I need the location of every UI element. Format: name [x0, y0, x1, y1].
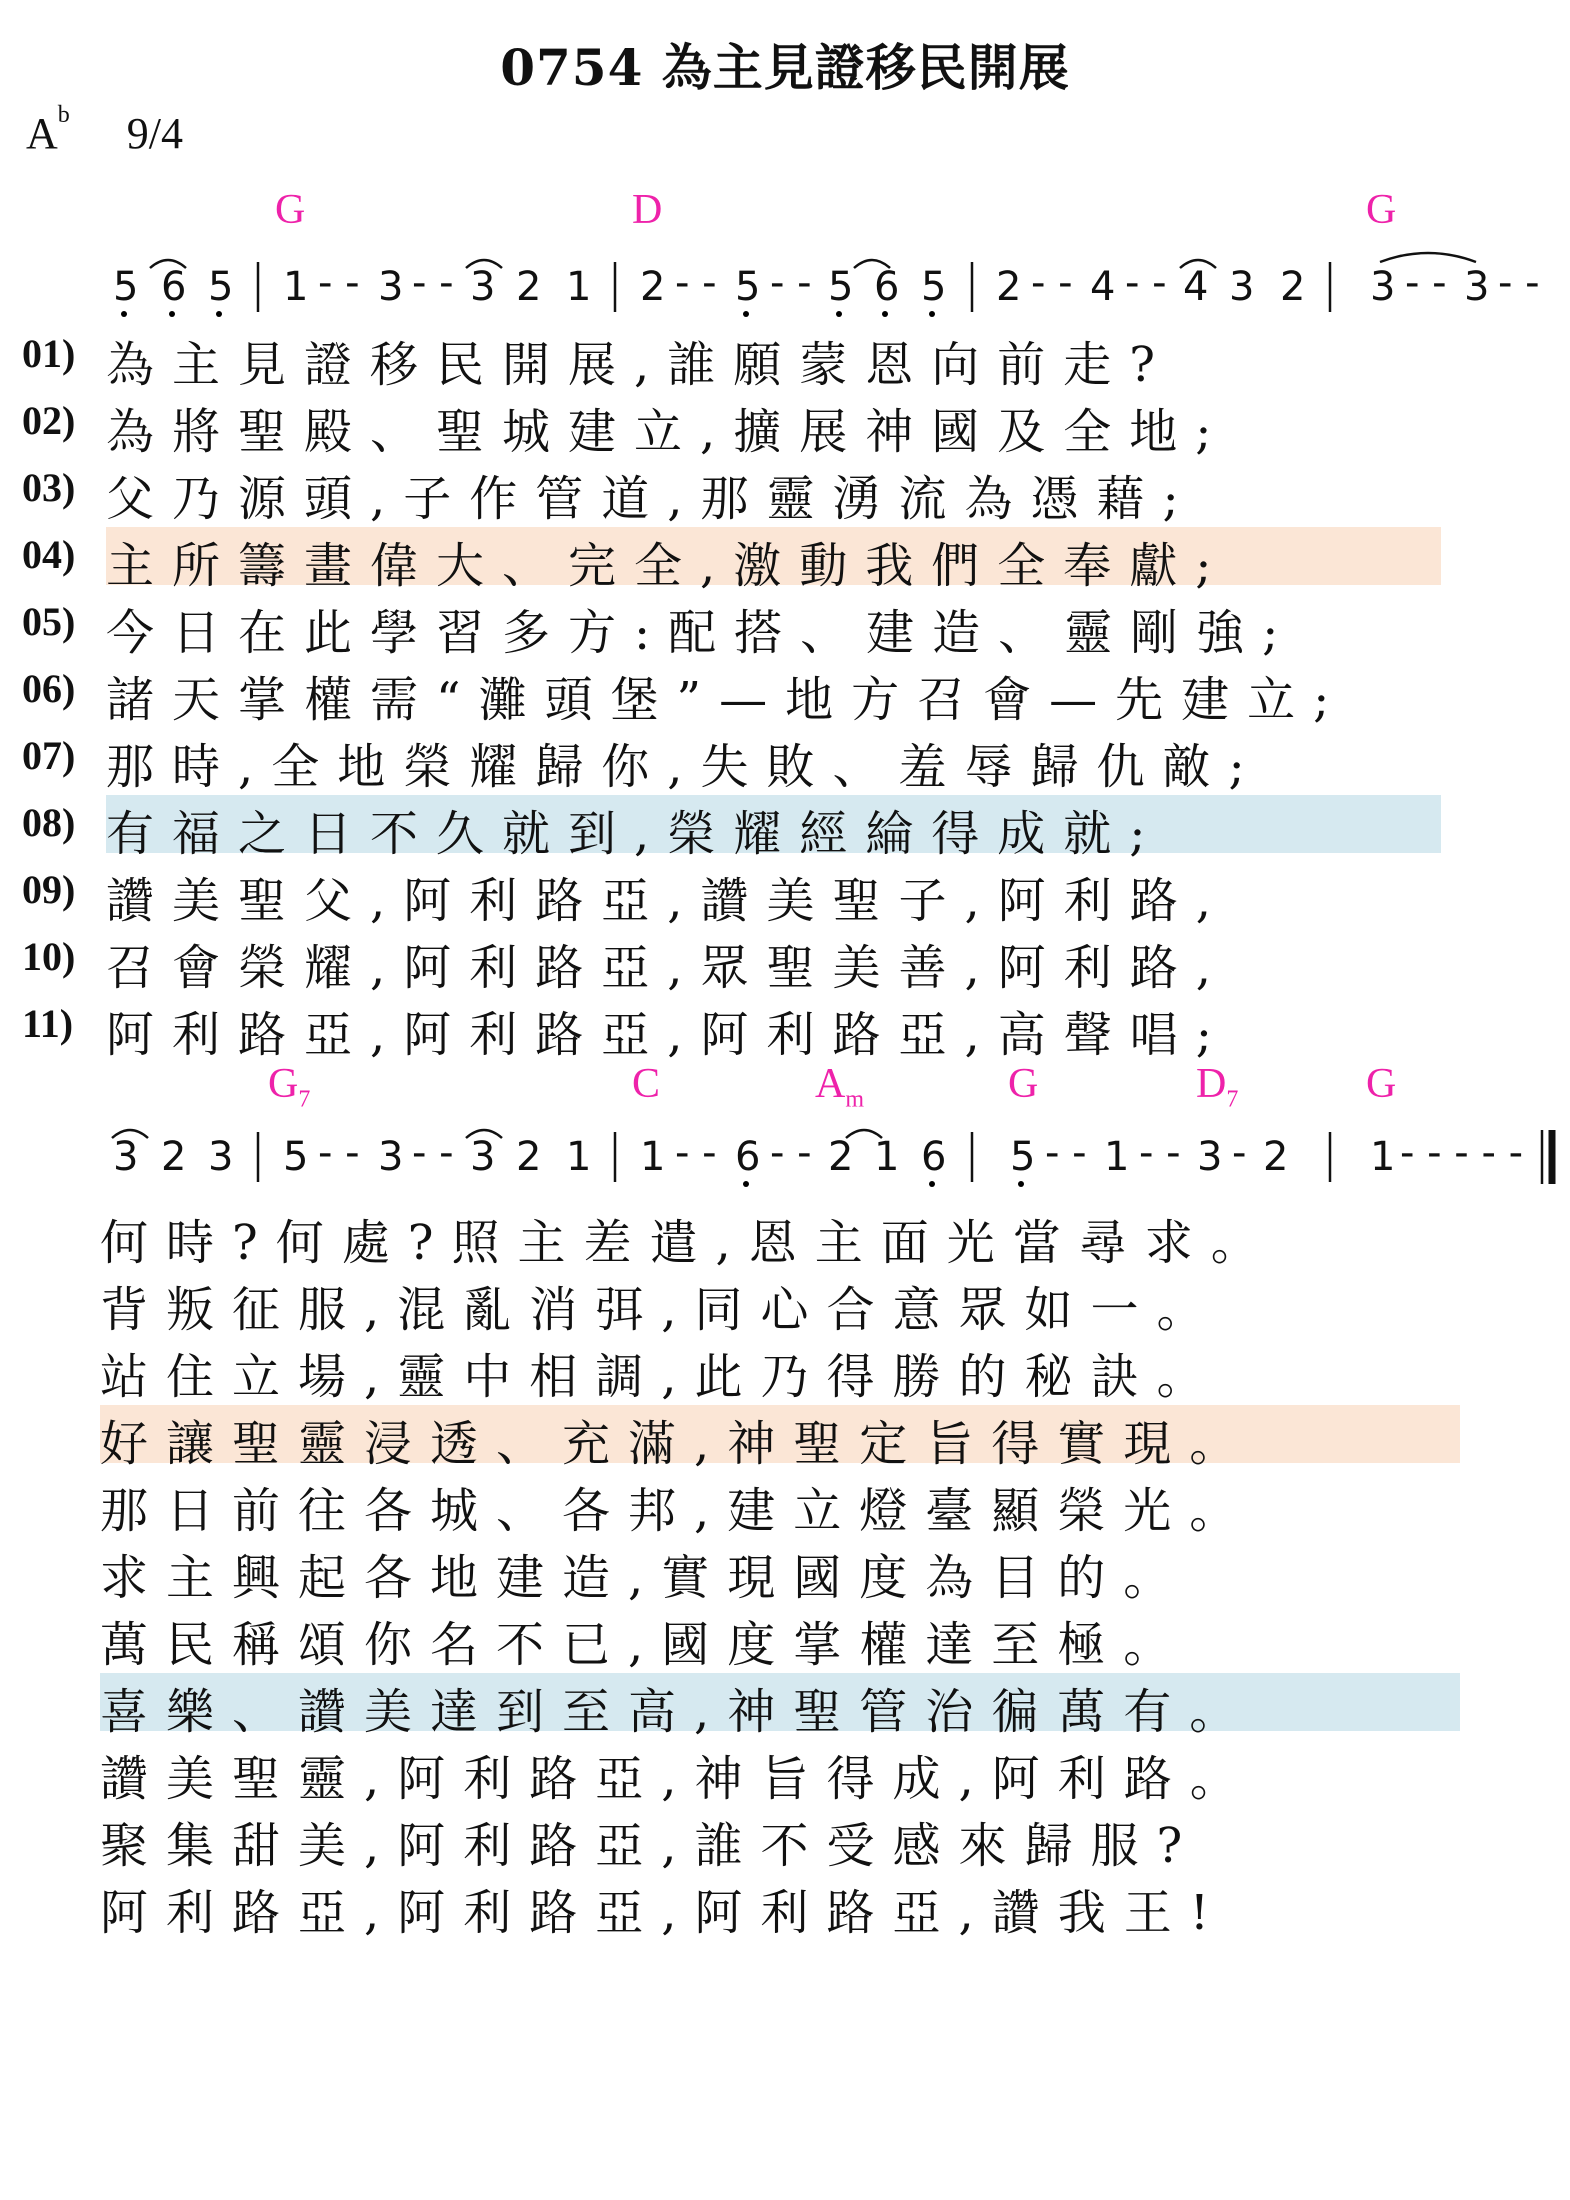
- lyric-row: 01) 為主見證移民開展,誰願蒙恩向前走?: [22, 331, 1173, 393]
- svg-text:3: 3: [1464, 264, 1490, 310]
- lyric-row: 03) 父乃源頭,子作管道,那靈湧流為憑藉;: [22, 465, 1197, 527]
- svg-text:- -: - -: [1139, 1130, 1181, 1176]
- lyric-row: 求主興起各地建造,實現國度為目的。: [100, 1550, 1190, 1606]
- hymn-title: 0754 為主見證移民開展: [500, 38, 1070, 97]
- chord-row-1: [0, 186, 1570, 242]
- svg-text:4: 4: [1090, 264, 1116, 310]
- chord: G: [1366, 187, 1397, 233]
- svg-text:- -: - -: [1125, 260, 1167, 306]
- chord: $A_m$: [815, 1061, 865, 1113]
- lyric-row-highlighted: 08) 有福之日不久就到,榮耀經綸得成就;: [0, 791, 1570, 858]
- svg-text:1: 1: [1370, 1134, 1396, 1180]
- svg-text:3: 3: [470, 1134, 496, 1180]
- lyric-row: 02) 為將聖殿、聖城建立,擴展神國及全地;: [22, 398, 1230, 460]
- svg-text:- -: - -: [1405, 260, 1447, 306]
- lyric-row-highlighted: 04) 主所籌畫偉大、完全,激動我們全奉獻;: [0, 523, 1570, 590]
- svg-text:5: 5: [828, 264, 854, 310]
- lyric-row: 那日前往各城、各邦,建立燈臺顯榮光。: [100, 1483, 1256, 1539]
- lyric-row-highlighted: 好讓聖靈浸透、充滿,神聖定旨得實現。: [0, 1401, 1570, 1468]
- svg-text:-: -: [1232, 1130, 1247, 1176]
- svg-text:5: 5: [735, 264, 761, 310]
- notation-line-1: [0, 250, 1570, 330]
- svg-text:- -: - -: [1045, 1130, 1087, 1176]
- svg-text:3: 3: [470, 264, 496, 310]
- chord-row-2: [0, 1060, 1570, 1116]
- svg-text:1: 1: [640, 1134, 666, 1180]
- svg-text:2: 2: [996, 264, 1022, 310]
- svg-text:2: 2: [1263, 1134, 1289, 1180]
- svg-text:3: 3: [113, 1134, 139, 1180]
- svg-text:5: 5: [283, 1134, 309, 1180]
- svg-text:- -: - -: [770, 260, 812, 306]
- chord: D: [632, 187, 663, 233]
- svg-text:3: 3: [378, 1134, 404, 1180]
- svg-text:2: 2: [640, 264, 666, 310]
- svg-text:6: 6: [874, 264, 900, 310]
- lyrics-first-half: [0, 322, 1570, 1063]
- time-signature: 9/4: [126, 109, 184, 158]
- svg-text:3: 3: [378, 264, 404, 310]
- svg-text:3: 3: [1229, 264, 1255, 310]
- svg-text:5: 5: [921, 264, 947, 310]
- svg-text:3: 3: [1370, 264, 1396, 310]
- svg-text:1: 1: [283, 264, 309, 310]
- svg-text:1: 1: [566, 264, 592, 310]
- chord: G: [275, 187, 306, 233]
- chord: G: [1008, 1061, 1039, 1107]
- notation-staff-2: [0, 1120, 1570, 1210]
- svg-text:6: 6: [161, 264, 187, 310]
- svg-text:- -: - -: [318, 260, 360, 306]
- lyric-row: 06) 諸天掌權需“灘頭堡”—地方召會—先建立;: [22, 666, 1348, 728]
- svg-text:3: 3: [1197, 1134, 1223, 1180]
- svg-text:6: 6: [735, 1134, 761, 1180]
- svg-text:6: 6: [921, 1134, 947, 1180]
- svg-text:- -: - -: [1498, 260, 1540, 306]
- svg-text:2: 2: [1280, 264, 1306, 310]
- svg-text:2: 2: [161, 1134, 187, 1180]
- lyric-row: 萬民稱頌你名不已,國度掌權達至極。: [100, 1617, 1190, 1673]
- lyric-row: 09) 讚美聖父,阿利路亞,讚美聖子,阿利路,: [22, 867, 1230, 929]
- lyric-row: 10) 召會榮耀,阿利路亞,眾聖美善,阿利路,: [22, 934, 1230, 996]
- svg-text:- -: - -: [1031, 260, 1073, 306]
- svg-text:5: 5: [1010, 1134, 1036, 1180]
- chord: $D_7$: [1196, 1061, 1239, 1113]
- svg-text:5: 5: [208, 264, 234, 310]
- svg-text:4: 4: [1183, 264, 1209, 310]
- lyric-row: 05) 今日在此學習多方:配搭、建造、靈剛強;: [22, 599, 1297, 661]
- key-signature: [26, 102, 184, 159]
- svg-text:3: 3: [208, 1134, 234, 1180]
- svg-text:- -: - -: [770, 1130, 812, 1176]
- svg-text:5: 5: [113, 264, 139, 310]
- lyric-row: 站住立場,靈中相調,此乃得勝的秘訣。: [100, 1349, 1223, 1405]
- lyric-row-highlighted: 喜樂、讚美達到至高,神聖管治徧萬有。: [0, 1669, 1570, 1736]
- svg-text:1: 1: [1104, 1134, 1130, 1180]
- svg-text:- -: - -: [318, 1130, 360, 1176]
- chord: C: [632, 1061, 661, 1107]
- chord: $G_7$: [268, 1061, 311, 1113]
- svg-text:- - - - -: - - - - -: [1400, 1130, 1524, 1176]
- svg-text:2: 2: [828, 1134, 854, 1180]
- svg-text:- -: - -: [412, 1130, 454, 1176]
- lyrics-second-half: [0, 1200, 1570, 1941]
- lyric-row: 阿利路亞,阿利路亞,阿利路亞,讚我王!: [100, 1885, 1228, 1941]
- svg-text:1: 1: [566, 1134, 592, 1180]
- lyric-row: 11) 阿利路亞,阿利路亞,阿利路亞,高聲唱;: [22, 1001, 1230, 1063]
- svg-text:- -: - -: [675, 260, 717, 306]
- key-accidental: b: [57, 102, 70, 129]
- svg-text:2: 2: [516, 1134, 542, 1180]
- lyric-row: 背叛征服,混亂消弭,同心合意眾如一。: [100, 1282, 1223, 1338]
- key-letter: A: [26, 109, 58, 158]
- lyric-row: 07) 那時,全地榮耀歸你,失敗、羞辱歸仇敵;: [22, 733, 1263, 795]
- svg-text:- -: - -: [412, 260, 454, 306]
- chord: G: [1366, 1061, 1397, 1107]
- notation-line-2: [0, 1120, 1570, 1200]
- svg-text:2: 2: [516, 264, 542, 310]
- svg-text:1: 1: [874, 1134, 900, 1180]
- lyric-row: 讚美聖靈,阿利路亞,神旨得成,阿利路。: [100, 1751, 1256, 1807]
- svg-text:- -: - -: [675, 1130, 717, 1176]
- lyric-row: 聚集甜美,阿利路亞,誰不受感來歸服?: [100, 1818, 1201, 1874]
- lyric-row: 何時?何處?照主差遣,恩主面光當尋求。: [100, 1215, 1277, 1271]
